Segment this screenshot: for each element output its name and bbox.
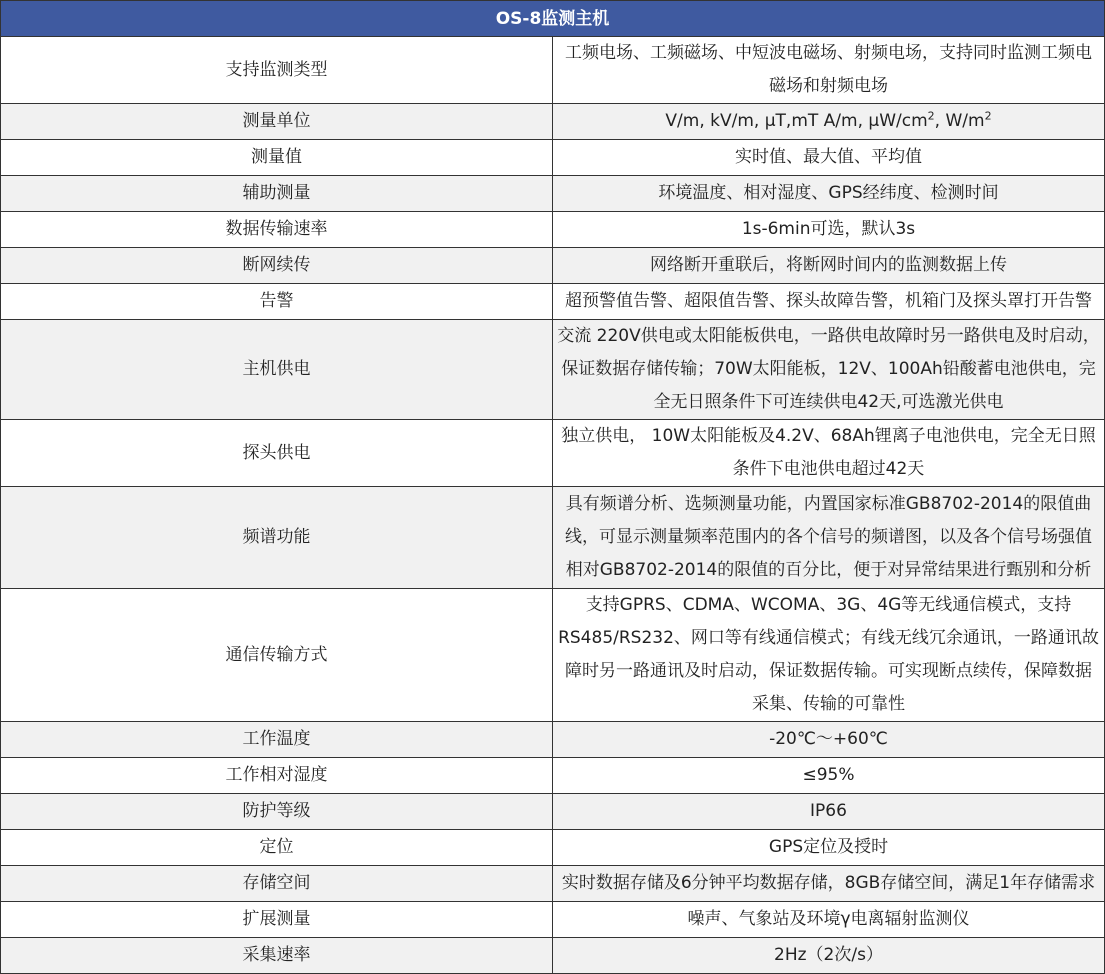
row-value: 实时值、最大值、平均值 <box>553 140 1105 176</box>
row-label: 辅助测量 <box>1 176 553 212</box>
table-row <box>1 420 1105 487</box>
row-value: -20℃～+60℃ <box>553 722 1105 758</box>
row-label: 采集速率 <box>1 938 553 974</box>
table-row <box>1 830 1105 866</box>
row-label: 测量单位 <box>1 104 553 140</box>
row-label: 工作相对湿度 <box>1 758 553 794</box>
table-title: OS-8监测主机 <box>1 1 1105 37</box>
row-label: 存储空间 <box>1 866 553 902</box>
row-value: 交流 220V供电或太阳能板供电，一路供电故障时另一路供电及时启动，保证数据存储传输；70W太阳能板，12V、100Ah铅酸蓄电池供电，完全无日照条件下可连续供电42天,可选激光供电 <box>553 320 1105 420</box>
table-row <box>1 284 1105 320</box>
table-row <box>1 589 1105 722</box>
table-row <box>1 794 1105 830</box>
row-label: 频谱功能 <box>1 487 553 589</box>
row-label: 主机供电 <box>1 320 553 420</box>
row-label: 定位 <box>1 830 553 866</box>
row-value: 工频电场、工频磁场、中短波电磁场、射频电场，支持同时监测工频电磁场和射频电场 <box>553 37 1105 104</box>
table-row <box>1 866 1105 902</box>
table-row <box>1 487 1105 589</box>
row-label: 支持监测类型 <box>1 37 553 104</box>
table-row <box>1 37 1105 104</box>
row-value: IP66 <box>553 794 1105 830</box>
row-value: 噪声、气象站及环境γ电离辐射监测仪 <box>553 902 1105 938</box>
table-row <box>1 140 1105 176</box>
row-label: 数据传输速率 <box>1 212 553 248</box>
row-value: ≤95% <box>553 758 1105 794</box>
table-row <box>1 320 1105 420</box>
unit-text: , W/m <box>934 111 985 131</box>
row-label: 通信传输方式 <box>1 589 553 722</box>
superscript: 2 <box>984 109 992 123</box>
row-value: 超预警值告警、超限值告警、探头故障告警，机箱门及探头罩打开告警 <box>553 284 1105 320</box>
row-label: 测量值 <box>1 140 553 176</box>
row-label: 告警 <box>1 284 553 320</box>
unit-text: V/m, kV/m, μT,mT A/m, μW/cm <box>665 111 928 131</box>
row-value: 实时数据存储及6分钟平均数据存储，8GB存储空间，满足1年存储需求 <box>553 866 1105 902</box>
superscript: 2 <box>927 109 935 123</box>
table-row <box>1 212 1105 248</box>
row-label: 探头供电 <box>1 420 553 487</box>
table-row <box>1 722 1105 758</box>
row-value: 具有频谱分析、选频测量功能，内置国家标准GB8702-2014的限值曲线，可显示测量频率范围内的各个信号的频谱图，以及各个信号场强值相对GB8702-2014的限值的百分比，便于对异常结果进行甄别和分析 <box>553 487 1105 589</box>
row-value: GPS定位及授时 <box>553 830 1105 866</box>
row-value: 网络断开重联后，将断网时间内的监测数据上传 <box>553 248 1105 284</box>
row-label: 防护等级 <box>1 794 553 830</box>
row-value <box>553 104 1105 140</box>
row-label: 断网续传 <box>1 248 553 284</box>
row-value: 环境温度、相对湿度、GPS经纬度、检测时间 <box>553 176 1105 212</box>
table-header-row <box>1 1 1105 37</box>
row-value: 支持GPRS、CDMA、WCOMA、3G、4G等无线通信模式，支持RS485/RS232、网口等有线通信模式；有线无线冗余通讯，一路通讯故障时另一路通讯及时启动，保证数据传输。可实现断点续传，保障数据采集、传输的可靠性 <box>553 589 1105 722</box>
row-label: 扩展测量 <box>1 902 553 938</box>
table-row <box>1 104 1105 140</box>
row-value: 1s-6min可选，默认3s <box>553 212 1105 248</box>
table-row <box>1 176 1105 212</box>
row-value: 独立供电， 10W太阳能板及4.2V、68Ah锂离子电池供电，完全无日照条件下电池供电超过42天 <box>553 420 1105 487</box>
table-row <box>1 938 1105 974</box>
table-row <box>1 248 1105 284</box>
table-row <box>1 758 1105 794</box>
row-value: 2Hz（2次/s） <box>553 938 1105 974</box>
row-label: 工作温度 <box>1 722 553 758</box>
